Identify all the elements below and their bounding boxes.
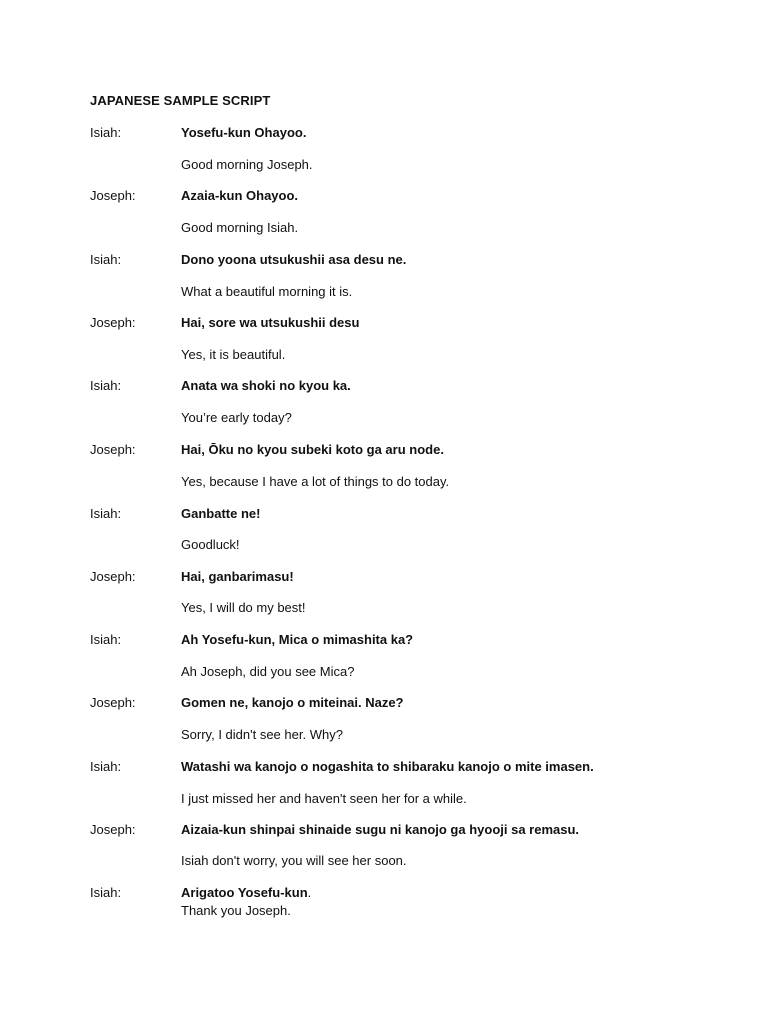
speaker-label: Isiah: xyxy=(90,885,122,900)
english-translation: Ah Joseph, did you see Mica? xyxy=(181,664,355,679)
japanese-line: Yosefu-kun Ohayoo. xyxy=(181,125,307,140)
english-translation: Yes, it is beautiful. xyxy=(181,347,286,362)
english-translation: I just missed her and haven't seen her for a while. xyxy=(181,791,467,806)
japanese-line: Hai, sore wa utsukushii desu xyxy=(181,315,360,330)
speaker-label: Isiah: xyxy=(90,378,122,393)
speaker-label: Isiah: xyxy=(90,252,122,267)
english-translation: Yes, because I have a lot of things to do today. xyxy=(181,474,450,489)
speaker-label: Joseph: xyxy=(90,442,136,457)
english-translation: Goodluck! xyxy=(181,537,240,552)
japanese-line: Gomen ne, kanojo o miteinai. Naze? xyxy=(181,695,404,710)
speaker-label: Joseph: xyxy=(90,569,136,584)
speaker-label: Joseph: xyxy=(90,695,136,710)
english-translation: What a beautiful morning it is. xyxy=(181,284,353,299)
japanese-line: Arigatoo Yosefu-kun xyxy=(181,885,308,900)
japanese-line: Hai, ganbarimasu! xyxy=(181,569,294,584)
japanese-line-punctuation: . xyxy=(307,885,312,900)
speaker-label: Isiah: xyxy=(90,759,122,774)
speaker-label: Isiah: xyxy=(90,506,122,521)
japanese-line: Hai, Ōku no kyou subeki koto ga aru node. xyxy=(181,442,444,457)
speaker-label: Joseph: xyxy=(90,822,136,837)
english-translation: Good morning Joseph. xyxy=(181,157,313,172)
japanese-line: Ganbatte ne! xyxy=(181,506,261,521)
english-translation: Good morning Isiah. xyxy=(181,220,299,235)
japanese-line: Aizaia-kun shinpai shinaide sugu ni kanojo ga hyooji sa remasu. xyxy=(181,822,580,837)
english-translation: Yes, I will do my best! xyxy=(181,600,306,615)
english-translation: Isiah don't worry, you will see her soon. xyxy=(181,853,407,868)
japanese-line: Dono yoona utsukushii asa desu ne. xyxy=(181,252,407,267)
final-exchange xyxy=(181,885,311,919)
speaker-label: Joseph: xyxy=(90,188,136,203)
english-translation: Sorry, I didn't see her. Why? xyxy=(181,727,343,742)
japanese-line: Anata wa shoki no kyou ka. xyxy=(181,378,351,393)
japanese-line: Ah Yosefu-kun, Mica o mimashita ka? xyxy=(181,632,414,647)
speaker-label: Isiah: xyxy=(90,632,122,647)
speaker-label: Isiah: xyxy=(90,125,122,140)
japanese-line: Azaia-kun Ohayoo. xyxy=(181,188,299,203)
english-translation: Thank you Joseph. xyxy=(181,903,291,918)
speaker-label: Joseph: xyxy=(90,315,136,330)
english-translation: You’re early today? xyxy=(181,410,292,425)
document-title: JAPANESE SAMPLE SCRIPT xyxy=(90,93,271,108)
japanese-line: Watashi wa kanojo o nogashita to shibaraku kanojo o mite imasen. xyxy=(181,759,594,774)
